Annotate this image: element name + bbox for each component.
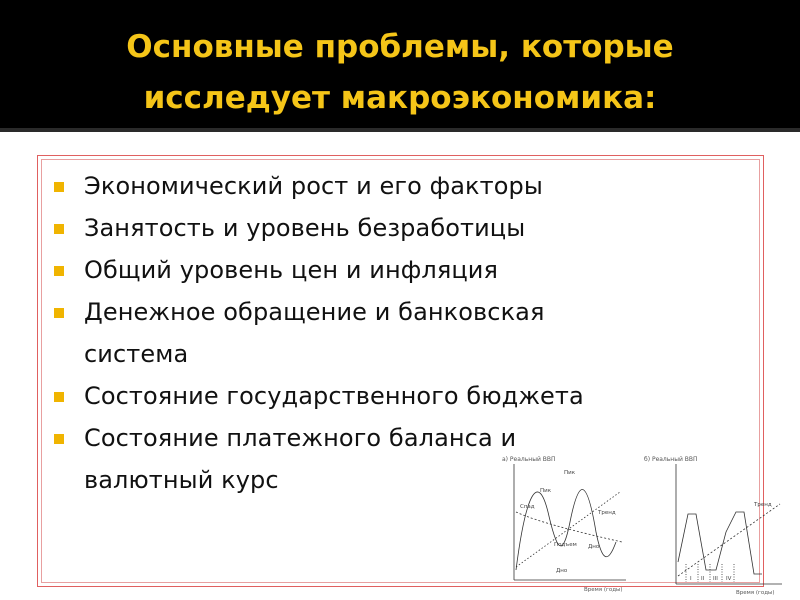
left-panel-caption: а) Реальный ВВП xyxy=(502,456,556,463)
bullet-item xyxy=(54,291,694,375)
bullet-item xyxy=(54,165,694,207)
bullet-square-icon xyxy=(54,434,64,444)
left-label-peak-1: Пик xyxy=(564,470,576,476)
right-panel-caption: б) Реальный ВВП xyxy=(644,456,698,463)
left-cycle-panel xyxy=(502,456,626,593)
right-label-trend: Тренд xyxy=(754,502,772,508)
bullet-text: Состояние государственного бюджета xyxy=(84,382,584,410)
left-x-axis-label: Время (годы) xyxy=(584,587,623,593)
left-label-recession: Спад xyxy=(520,504,535,510)
bullet-text: Экономический рост и его факторы xyxy=(84,172,543,200)
title-divider xyxy=(0,128,800,132)
right-phase-3: III xyxy=(713,576,718,582)
bullet-item xyxy=(54,249,694,291)
right-trend-line xyxy=(678,504,780,576)
bullet-square-icon xyxy=(54,308,64,318)
right-phase-2: II xyxy=(701,576,705,582)
bullet-item xyxy=(54,375,694,417)
right-phase-4: IV xyxy=(726,576,732,582)
left-cycle-curve xyxy=(516,490,616,571)
bullet-text: Денежное обращение и банковская xyxy=(84,298,545,326)
bullet-square-icon xyxy=(54,224,64,234)
left-label-trough-1: Дно xyxy=(588,544,600,550)
bullet-square-icon xyxy=(54,392,64,402)
bullet-item xyxy=(54,207,694,249)
bullet-text: Общий уровень цен и инфляция xyxy=(84,256,499,284)
left-label-trough-2: Дно xyxy=(556,568,568,574)
bullet-text: Состояние платежного баланса и xyxy=(84,424,517,452)
right-phase-1: I xyxy=(690,576,692,582)
slide-title-line-1: Основные проблемы, которые xyxy=(126,29,674,65)
left-label-trend: Тренд xyxy=(598,510,616,516)
right-cycle-curve xyxy=(678,512,762,574)
slide-title xyxy=(20,22,780,124)
bullet-list xyxy=(54,165,694,501)
bullet-text: Занятость и уровень безработицы xyxy=(84,214,526,242)
left-label-peak-2: Пик xyxy=(540,488,552,494)
slide-title-line-2: исследует макроэкономика: xyxy=(143,80,657,116)
right-x-axis-label: Время (годы) xyxy=(736,590,775,596)
bullet-text-continuation: валютный курс xyxy=(84,466,279,494)
right-cycle-panel xyxy=(644,456,782,596)
left-label-expansion: Подъем xyxy=(554,542,577,548)
bullet-square-icon xyxy=(54,182,64,192)
business-cycle-figure xyxy=(498,452,788,597)
bullet-square-icon xyxy=(54,266,64,276)
bullet-text-continuation: система xyxy=(84,340,189,368)
